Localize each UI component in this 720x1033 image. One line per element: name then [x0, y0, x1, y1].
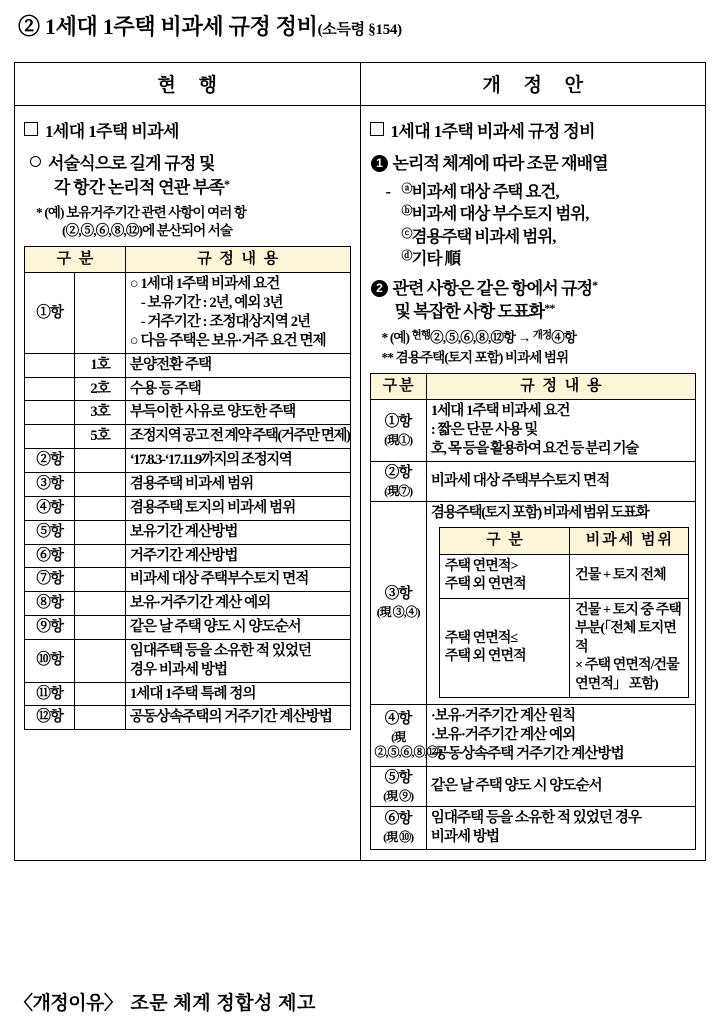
cell-hang [370, 400, 426, 462]
content-line: ‘17.8.3-‘17.11.9까지의 조정지역 [129, 452, 292, 469]
table-row [25, 472, 351, 496]
revised-table-header-gubun: 구분 [370, 373, 426, 400]
revised-footnote-2-text: ** 겸용주택(토지 포함) 비과세 범위 [381, 349, 569, 365]
revised-table-header-content: 규 정 내 용 [426, 373, 695, 400]
current-point-line1: 서술식으로 길게 규정 및 [48, 154, 215, 173]
cell-content [125, 639, 350, 682]
content-line: 비과세 방법 [430, 828, 500, 845]
page-title [18, 10, 402, 41]
cell-hang [370, 461, 426, 501]
content-line: - 거주기간 : 조정대상지역 2년 [140, 314, 311, 331]
cell-content [125, 449, 350, 473]
comparison-body-row [15, 106, 706, 861]
revised-item-c [402, 226, 697, 248]
cell-hang: ⑧항 [25, 592, 75, 616]
cell-ho [75, 706, 125, 730]
cell-ho [75, 449, 125, 473]
cell-ho [75, 273, 125, 353]
cell-content [125, 616, 350, 640]
content-line: 거주기간 계산방법 [129, 547, 238, 564]
current-heading [24, 117, 351, 142]
current-point-star: * [224, 177, 230, 192]
content-line: 수용 등 주택 [129, 380, 201, 397]
revised-footnote-1-tag-revised: 개정 [532, 330, 552, 342]
cell-content [125, 425, 350, 449]
table-row [25, 568, 351, 592]
cell-content [125, 472, 350, 496]
current-footnote-line1: * (예) 보유거주기간 관련 사항이 여러 항 [36, 205, 247, 221]
previous-clause-ref: (現 ③,④) [376, 605, 420, 620]
hang-label: ④항 [384, 710, 412, 727]
revised-item-b-text: 비과세 대상 부수토지 범위, [411, 204, 589, 224]
table-row [370, 705, 696, 767]
nested-line: 주택 외 연면적 [444, 648, 526, 664]
cell-hang: ②항 [25, 449, 75, 473]
cell-content [125, 568, 350, 592]
cell-hang [370, 705, 441, 767]
cell-hang [370, 502, 426, 705]
content-line: 겸용주택 비과세 범위 [129, 475, 254, 492]
revised-point-1-text: 논리적 체계에 따라 조문 재배열 [392, 154, 608, 173]
dash-marker-icon: - [385, 181, 390, 201]
revised-item-d [402, 248, 697, 270]
content-line: ·보유·거주기간 계산 원칙 [430, 708, 576, 725]
table-row [25, 496, 351, 520]
cell-ho [75, 639, 125, 682]
revised-footnote-2 [382, 349, 697, 367]
hang-label: ⑥항 [384, 811, 412, 828]
cell-content [426, 461, 695, 501]
cell-hang: ④항 [25, 496, 75, 520]
cell-content [125, 353, 350, 377]
table-row [25, 639, 351, 682]
revised-footnote-1-prefix: * (예) [381, 330, 410, 346]
table-row [25, 401, 351, 425]
current-heading-text: 1세대 1주택 비과세 [45, 122, 179, 141]
content-line: ·공동상속주택 거주기간 계산방법 [430, 745, 624, 762]
cell-ho [75, 682, 125, 706]
cell-content [426, 766, 695, 806]
current-point-line2: 각 항간 논리적 연관 부족 [54, 178, 225, 198]
cell-ho [75, 472, 125, 496]
cell-hang: ⑨항 [25, 616, 75, 640]
revised-item-a-text: 비과세 대상 주택 요건, [411, 181, 559, 201]
previous-clause-ref: (現①) [384, 432, 413, 447]
content-line: ○ 다음 주택은 보유·거주 요건 면제 [129, 332, 326, 349]
hang-label: ②항 [384, 464, 412, 481]
nested-header-right: 비과세 범위 [570, 528, 688, 555]
hang-label: ①항 [384, 413, 412, 430]
cell-hang: ⑤항 [25, 520, 75, 544]
column-header-current: 현 행 [15, 63, 361, 106]
column-header-revised: 개 정 안 [360, 63, 706, 106]
comparison-table [14, 62, 706, 861]
current-panel [15, 106, 361, 861]
nested-cell-scope [570, 598, 688, 697]
current-point-line2-wrap [54, 176, 351, 200]
content-line: 호, 목 등을 활용하여 요건 등 분리 기술 [430, 440, 638, 457]
cell-hang: ⑥항 [25, 544, 75, 568]
table-row [370, 766, 696, 806]
cell-content [125, 592, 350, 616]
current-footnote [36, 204, 351, 240]
revised-point-2 [371, 277, 697, 325]
content-line: 비과세 대상 주택부수토지 면적 [430, 473, 610, 490]
table-row [25, 592, 351, 616]
revised-point-2-star2: ** [544, 301, 555, 316]
cell-hang: ①항 [25, 273, 75, 353]
revised-panel [360, 106, 706, 861]
table-row [25, 682, 351, 706]
content-line: 보유·거주기간 계산 예외 [129, 595, 271, 612]
nested-line: 주택 연면적> [444, 558, 518, 574]
marker-a: ⓐ [401, 182, 412, 195]
cell-ho [75, 616, 125, 640]
revised-point-2-line1: 관련 사항은 같은 항에서 규정 [392, 278, 593, 298]
cell-content [125, 401, 350, 425]
nested-line: 건물 + 토지 중 주택 [575, 602, 682, 618]
current-table-header-content: 규 정 내 용 [125, 246, 350, 273]
table-row [25, 273, 351, 353]
current-table-header-row [25, 246, 351, 273]
cell-hang [25, 353, 75, 377]
revised-table-header-row [370, 373, 696, 400]
revision-reason-label: 〈개정이유〉 [14, 993, 123, 1014]
nested-header-row [439, 528, 688, 555]
cell-content [125, 520, 350, 544]
revised-point-1-items [386, 181, 697, 271]
cell-content [125, 377, 350, 401]
cell-hang [370, 766, 426, 806]
table-row [25, 425, 351, 449]
revised-item-a [402, 181, 697, 203]
revised-heading-text: 1세대 1주택 비과세 규정 정비 [390, 122, 595, 141]
content-line: ·보유·거주기간 계산 예외 [430, 727, 576, 743]
filled-circle-two-icon: 2 [371, 280, 388, 297]
page-title-subtitle: (소득령 §154) [317, 22, 402, 38]
marker-d: ⓓ [401, 250, 412, 263]
page-title-main: 1세대 1주택 비과세 규정 정비 [44, 14, 318, 39]
table-row [370, 807, 696, 850]
previous-clause-ref: (現 ⑩) [383, 830, 414, 845]
cell-ho: 1호 [75, 353, 125, 377]
cell-hang [370, 807, 426, 850]
revised-item-c-text: 겸용주택 비과세 범위, [411, 226, 556, 246]
nested-line: 주택 외 연면적 [444, 577, 526, 593]
cell-hang: ⑦항 [25, 568, 75, 592]
content-line: 1세대 1주택 특례 정의 [129, 685, 256, 702]
cell-ho [75, 544, 125, 568]
current-point [30, 152, 351, 200]
cell-content [426, 807, 695, 850]
revised-footnote-1 [382, 329, 697, 347]
current-table-header-gubun: 구 분 [25, 246, 126, 273]
content-line: 공동상속주택의 거주기간 계산방법 [129, 709, 332, 726]
content-line: - 보유기간 : 2년, 예외 3년 [140, 295, 283, 312]
content-line: ○ 1세대 1주택 비과세 요건 [129, 276, 280, 293]
previous-clause-ref: (現⑦) [384, 483, 413, 498]
table-row [25, 706, 351, 730]
nested-line: 연면적」 포함) [575, 676, 658, 692]
cell-hang: ③항 [25, 472, 75, 496]
cell-hang [25, 401, 75, 425]
content-line: 분양전환 주택 [129, 356, 212, 373]
table-row [25, 449, 351, 473]
table-row [25, 520, 351, 544]
square-bullet-icon [370, 122, 384, 136]
cell-ho: 3호 [75, 401, 125, 425]
revised-point-1 [371, 152, 697, 176]
revision-reason [14, 988, 316, 1015]
square-bullet-icon [24, 122, 38, 136]
nested-cell-condition [439, 598, 569, 697]
revised-item-d-text: 기타 順 [411, 249, 461, 269]
current-footnote-line2: (②,⑤,⑥,⑧,⑫)에 분산되어 서술 [62, 223, 233, 239]
cell-hang [25, 377, 75, 401]
nested-line: 부분(「전체 토지면적 [575, 621, 677, 655]
cell-hang: ⑩항 [25, 639, 75, 682]
cell-content [125, 682, 350, 706]
cell-ho [75, 592, 125, 616]
revised-footnote-1-tag-current: 현행 [411, 330, 431, 342]
content-line: 임대주택 등을 소유한 적 있었던 경우 [430, 810, 642, 827]
current-regulation-table [24, 246, 351, 730]
revision-reason-text: 조문 체계 정합성 제고 [130, 993, 316, 1014]
nested-cell-scope [570, 554, 688, 598]
cell-hang: ⑫항 [25, 706, 75, 730]
table-row [25, 377, 351, 401]
content-line: 같은 날 주택 양도 시 양도순서 [430, 777, 602, 794]
cell-ho [75, 520, 125, 544]
table-row [25, 616, 351, 640]
marker-c: ⓒ [401, 227, 412, 240]
hang-label: ③항 [384, 586, 412, 603]
table-row [25, 544, 351, 568]
nested-table-row [439, 598, 688, 697]
revised-table-body [370, 400, 696, 850]
nested-line: 주택 연면적≤ [444, 630, 518, 646]
nested-line: 건물 + 토지 전체 [575, 568, 666, 584]
filled-circle-one-icon: 1 [371, 155, 388, 172]
revised-point-2-line2: 및 복잡한 사항 도표화 [394, 302, 545, 322]
cell-ho: 2호 [75, 377, 125, 401]
revised-point-2-line2-wrap [395, 300, 697, 324]
content-line: 경우 비과세 방법 [129, 661, 228, 678]
nested-header-left: 구 분 [439, 528, 569, 555]
circle-bullet-icon [30, 156, 41, 167]
nested-scope-table [439, 527, 689, 698]
nested-table-row [439, 554, 688, 598]
current-table-body [25, 273, 351, 730]
cell-ho [75, 496, 125, 520]
revised-heading [370, 117, 697, 142]
content-line: 같은 날 주택 양도 시 양도순서 [129, 619, 301, 636]
content-line: 조정지역 공고 전 계약 주택(거주만 면제) [129, 428, 350, 445]
content-line: 보유기간 계산방법 [129, 523, 238, 540]
cell-content [426, 502, 695, 705]
page-title-number: ② [18, 14, 40, 39]
content-line: 겸용주택 토지의 비과세 범위 [129, 499, 296, 516]
cell-hang [25, 425, 75, 449]
content-line: : 짧은 단문 사용 및 [430, 422, 538, 439]
cell-content [125, 273, 350, 353]
cell-hang: ⑪항 [25, 682, 75, 706]
previous-clause-ref: (現 ⑨) [383, 788, 414, 803]
table-row [370, 461, 696, 501]
comparison-header-row [15, 63, 706, 106]
marker-b: ⓑ [401, 205, 412, 218]
revised-footnote-1-tail: ④항 [551, 330, 577, 346]
content-line: 비과세 대상 주택부수토지 면적 [129, 571, 309, 588]
hang-label: ⑤항 [384, 769, 412, 786]
nested-cell-condition [439, 554, 569, 598]
cell-content [125, 706, 350, 730]
cell-content [426, 705, 695, 767]
revised-footnote-1-body: ②,⑤,⑥,⑧,⑫항 → [430, 330, 531, 346]
table-row [370, 400, 696, 462]
cell-ho: 5호 [75, 425, 125, 449]
revised-regulation-table [370, 373, 697, 850]
previous-clause-ref: (現 ②,⑤,⑥,⑧,⑫) [374, 729, 441, 760]
revised-point-2-star1: * [592, 277, 598, 292]
revised-item-b [402, 203, 697, 225]
table-row [25, 353, 351, 377]
cell-content [426, 400, 695, 462]
nested-line: × 주택 연면적/건물 [575, 658, 679, 674]
content-line: 임대주택 등을 소유한 적 있었던 [129, 642, 312, 659]
table-row [370, 502, 696, 705]
content-line: 1세대 1주택 비과세 요건 [430, 403, 570, 420]
content-caption: 겸용주택(토지 포함) 비과세 범위 도표화 [430, 505, 649, 522]
cell-content [125, 544, 350, 568]
cell-ho [75, 568, 125, 592]
content-line: 부득이한 사유로 양도한 주택 [129, 404, 296, 421]
cell-content [125, 496, 350, 520]
